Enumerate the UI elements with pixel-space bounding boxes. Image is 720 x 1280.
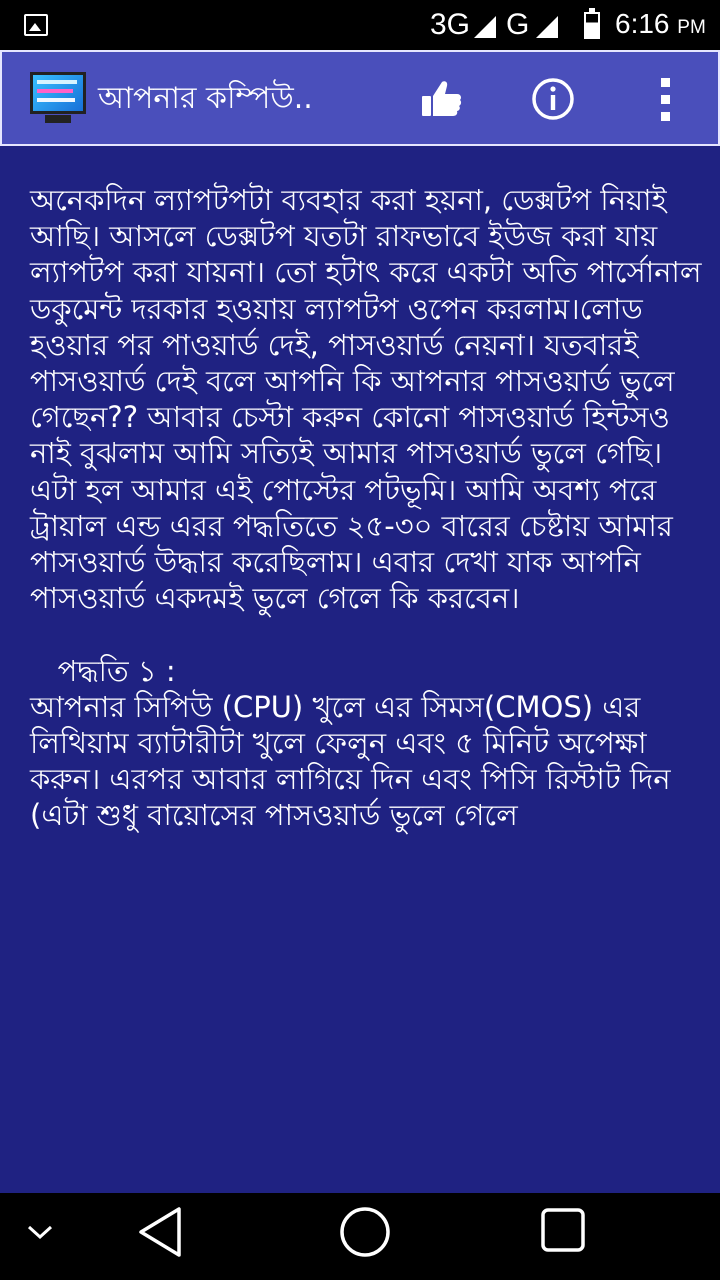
home-icon[interactable] xyxy=(338,1205,392,1259)
app-bar xyxy=(0,50,720,146)
battery-icon xyxy=(584,12,600,39)
info-icon xyxy=(528,74,578,124)
signal-strength-icon-2 xyxy=(536,16,558,38)
thumbs-up-button[interactable] xyxy=(416,74,466,124)
back-icon[interactable] xyxy=(136,1205,186,1261)
status-bar xyxy=(0,0,720,50)
clock-ampm: PM xyxy=(677,17,706,38)
gallery-notification-icon xyxy=(24,14,48,36)
clock xyxy=(615,8,706,40)
recents-icon[interactable] xyxy=(540,1207,586,1253)
thumbs-up-icon xyxy=(416,74,466,124)
network-type-g: G xyxy=(506,8,530,41)
article-content[interactable] xyxy=(0,146,720,1193)
article-text: অনেকদিন ল্যাপটপটা ব্যবহার করা হয়না, ডেক্সটপ নিয়াই আছি। আসলে ডেক্সটপ যতটা রাফভাবে ইউজ করা যায় ল্যাপটপ করা যায়না। তো হটাৎ করে একটা অতি পার্সোনাল ডকুমেন্ট দরকার হওয়ায় ল্যাপটপ ওপেন করলাম।লোড হওয়ার পর পাওয়ার্ড দেই, পাসওয়ার্ড নেয়না। যতবারই পাসওয়ার্ড দেই বলে আপনি কি আপনার পাসওয়ার্ড ভুলে গেছেন?? আবার চেস্টা করুন কোনো পাসওয়ার্ড হিন্টসও নাই বুঝলাম আমি সত্যিই আমার পাসওয়ার্ড ভুলে গেছি।এটা হল আমার এই পোস্টের পটভূমি। আমি অবশ্য পরে ট্রায়াল এন্ড এরর পদ্ধতিতে ২৫-৩০ বারের চেষ্টায় আমার পাসওয়ার্ড উদ্ধার করেছিলাম। এবার দেখা যাক আপনি পাসওয়ার্ড একদমই ভুলে গেলে কি করবেন। পদ্ধতি ১ : আপনার সিপিউ (CPU) খুলে এর সিমস(CMOS) এর লিথিয়াম ব্যাটারীটা খুলে ফেলুন এবং ৫ মিনিট অপেক্ষা করুন। এরপর আবার লাগিয়ে দিন এবং পিসি রিস্টাট দিন (এটা শুধু বায়োসের পাসওয়ার্ড ভুলে গেলে xyxy=(30,183,702,833)
hide-keyboard-icon[interactable] xyxy=(26,1221,54,1243)
network-type-3g: 3G xyxy=(430,8,471,41)
more-vert-icon xyxy=(644,74,690,126)
info-button[interactable] xyxy=(528,74,578,124)
signal-strength-icon xyxy=(474,16,496,38)
more-options-button[interactable] xyxy=(644,74,690,126)
navigation-bar xyxy=(0,1193,720,1280)
clock-time: 6:16 xyxy=(615,8,670,39)
app-logo[interactable] xyxy=(30,72,86,114)
app-title: আপনার কম্পিউ.. xyxy=(98,81,313,116)
